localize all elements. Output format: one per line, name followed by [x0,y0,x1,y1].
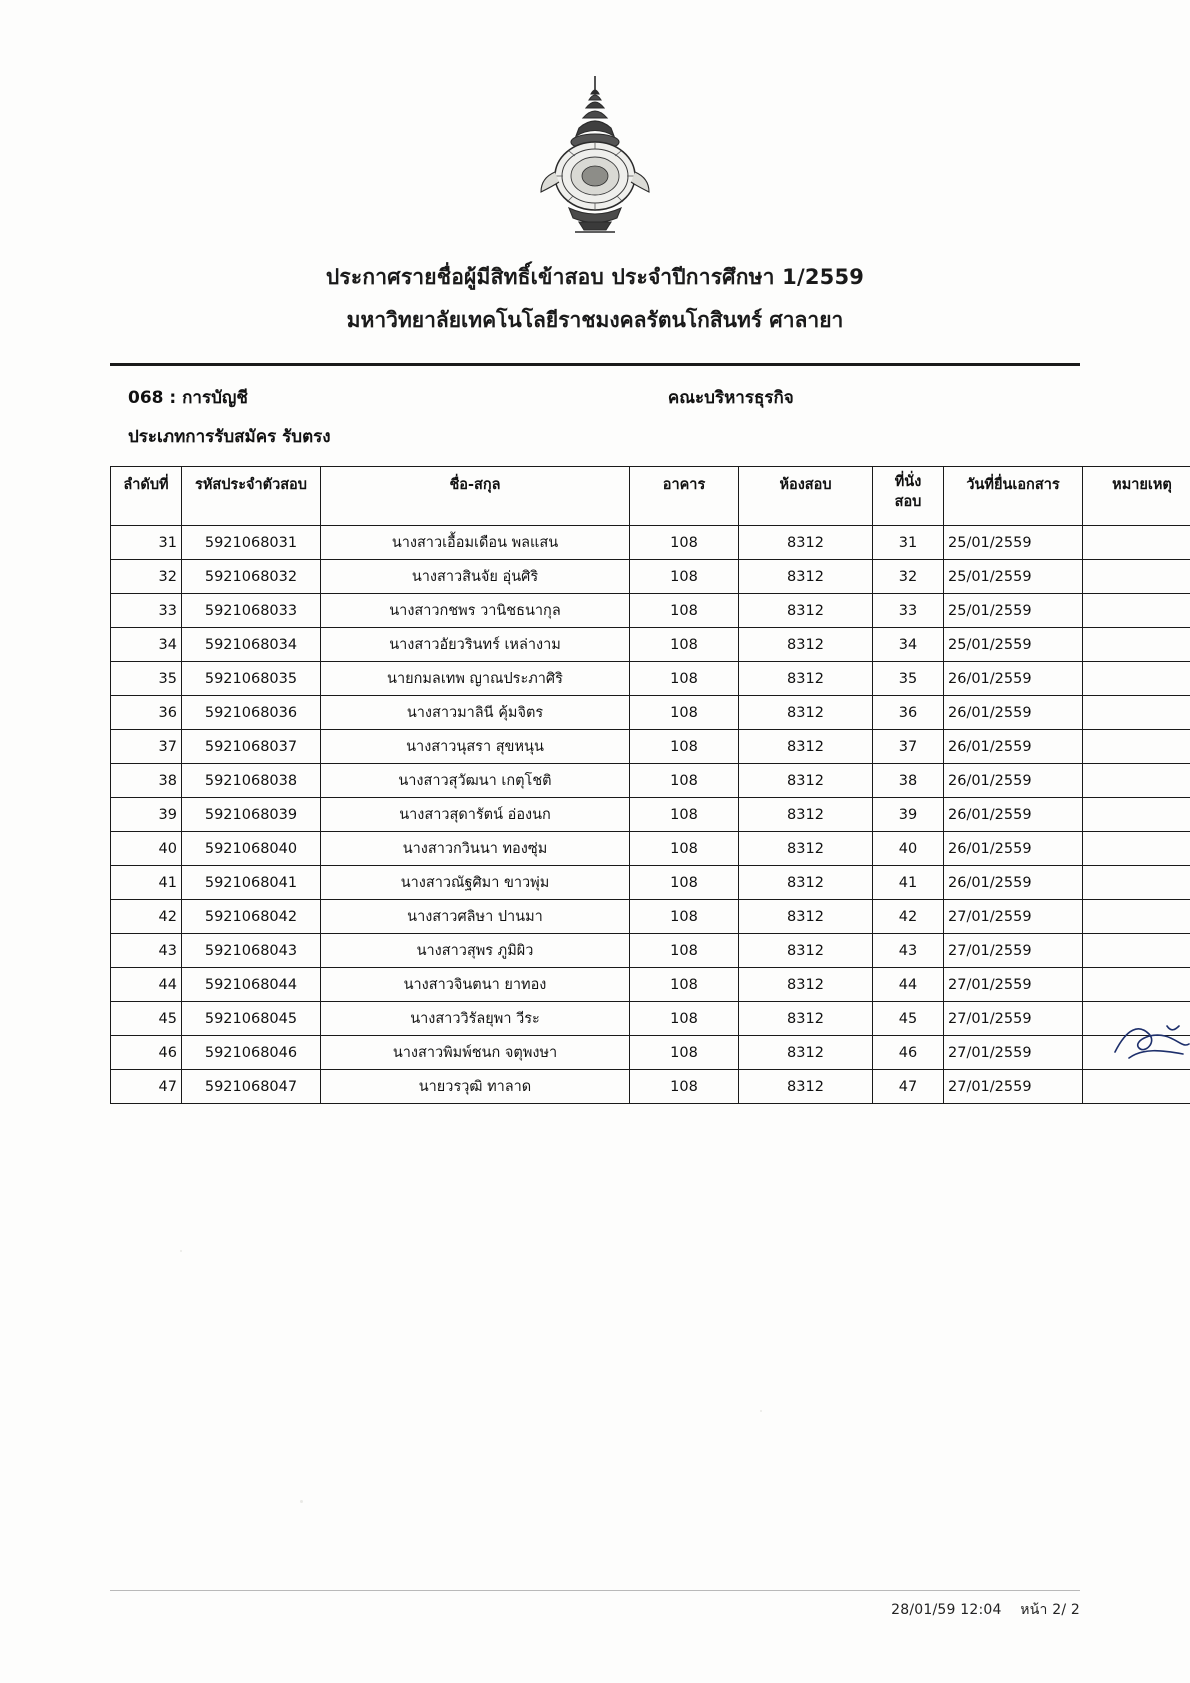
column-header-no: ลำดับที่ [111,467,182,526]
table-row [111,866,1190,900]
cell-name: นายกมลเทพ ญาณประภาศิริ [321,662,630,696]
cell-building: 108 [630,934,739,968]
cell-seat: 42 [873,900,944,934]
cell-note [1083,628,1190,662]
column-header-seat-line1: ที่นั่ง [894,474,922,490]
cell-no: 43 [111,934,182,968]
cell-room: 8312 [739,1070,873,1104]
cell-no: 39 [111,798,182,832]
cell-note [1083,594,1190,628]
column-header-doc-date: วันที่ยื่นเอกสาร [944,467,1083,526]
scan-speckle [300,1500,303,1503]
emblem-container [110,0,1080,247]
table-row [111,1002,1190,1036]
cell-seat: 45 [873,1002,944,1036]
cell-no: 46 [111,1036,182,1070]
cell-doc-date: 27/01/2559 [944,1002,1083,1036]
cell-doc-date: 25/01/2559 [944,560,1083,594]
cell-note [1083,696,1190,730]
cell-name: นางสาวนุสรา สุขหนุน [321,730,630,764]
cell-name: นางสาวกวินนา ทองซุ่ม [321,832,630,866]
cell-note [1083,662,1190,696]
cell-note [1083,1070,1190,1104]
cell-code: 5921068031 [182,526,321,560]
column-header-building: อาคาร [630,467,739,526]
cell-note [1083,1002,1190,1036]
cell-doc-date: 26/01/2559 [944,662,1083,696]
admission-type: ประเภทการรับสมัคร รับตรง [128,427,331,447]
cell-building: 108 [630,866,739,900]
cell-room: 8312 [739,628,873,662]
cell-code: 5921068039 [182,798,321,832]
table-row [111,662,1190,696]
cell-doc-date: 27/01/2559 [944,968,1083,1002]
cell-building: 108 [630,832,739,866]
cell-note [1083,1036,1190,1070]
cell-code: 5921068037 [182,730,321,764]
cell-note [1083,764,1190,798]
cell-building: 108 [630,1070,739,1104]
scan-speckle [760,1410,762,1412]
cell-seat: 47 [873,1070,944,1104]
announcement-title-line1: ประกาศรายชื่อผู้มีสิทธิ์เข้าสอบ ประจำปีการศึกษา 1/2559 [325,265,865,289]
column-header-name: ชื่อ-สกุล [321,467,630,526]
cell-doc-date: 25/01/2559 [944,526,1083,560]
cell-code: 5921068041 [182,866,321,900]
cell-name: นางสาววิรัลยุพา วีระ [321,1002,630,1036]
cell-doc-date: 26/01/2559 [944,764,1083,798]
cell-building: 108 [630,526,739,560]
cell-note [1083,526,1190,560]
cell-room: 8312 [739,968,873,1002]
cell-note [1083,866,1190,900]
cell-no: 45 [111,1002,182,1036]
cell-no: 35 [111,662,182,696]
cell-note [1083,832,1190,866]
cell-room: 8312 [739,832,873,866]
cell-room: 8312 [739,1036,873,1070]
cell-room: 8312 [739,900,873,934]
cell-code: 5921068033 [182,594,321,628]
cell-code: 5921068042 [182,900,321,934]
cell-name: นางสาวจินตนา ยาทอง [321,968,630,1002]
cell-note [1083,900,1190,934]
cell-room: 8312 [739,1002,873,1036]
cell-no: 31 [111,526,182,560]
footer-page-label: หน้า 2/ 2 [1020,1602,1080,1618]
cell-seat: 44 [873,968,944,1002]
cell-no: 34 [111,628,182,662]
cell-code: 5921068045 [182,1002,321,1036]
cell-name: นางสาวมาลินี คุ้มจิตร [321,696,630,730]
cell-seat: 33 [873,594,944,628]
university-name: มหาวิทยาลัยเทคโนโลยีราชมงคลรัตนโกสินทร์ ศาลายา [346,308,844,332]
cell-name: นางสาวณัฐศิมา ขาวพุ่ม [321,866,630,900]
cell-name: นายวรวุฒิ ทาลาด [321,1070,630,1104]
cell-name: นางสาวสุพร ภูมิผิว [321,934,630,968]
table-row [111,696,1190,730]
cell-building: 108 [630,764,739,798]
cell-note [1083,968,1190,1002]
cell-building: 108 [630,1002,739,1036]
cell-code: 5921068043 [182,934,321,968]
cell-code: 5921068035 [182,662,321,696]
cell-name: นางสาวศลิษา ปานมา [321,900,630,934]
table-header-row [111,467,1190,526]
table-row [111,730,1190,764]
footer-timestamp: 28/01/59 12:04 [891,1602,1002,1618]
cell-seat: 41 [873,866,944,900]
cell-building: 108 [630,798,739,832]
cell-code: 5921068036 [182,696,321,730]
cell-room: 8312 [739,730,873,764]
scan-speckle [180,1250,182,1252]
table-row [111,628,1190,662]
cell-seat: 32 [873,560,944,594]
table-row [111,968,1190,1002]
cell-room: 8312 [739,934,873,968]
column-header-room: ห้องสอบ [739,467,873,526]
cell-name: นางสาวอัยวรินทร์ เหล่างาม [321,628,630,662]
cell-doc-date: 26/01/2559 [944,832,1083,866]
program-row [110,384,1080,411]
cell-no: 41 [111,866,182,900]
cell-doc-date: 27/01/2559 [944,934,1083,968]
cell-seat: 43 [873,934,944,968]
cell-doc-date: 25/01/2559 [944,628,1083,662]
cell-building: 108 [630,730,739,764]
cell-seat: 31 [873,526,944,560]
cell-no: 44 [111,968,182,1002]
cell-doc-date: 26/01/2559 [944,696,1083,730]
cell-doc-date: 27/01/2559 [944,1036,1083,1070]
cell-building: 108 [630,662,739,696]
cell-room: 8312 [739,866,873,900]
cell-room: 8312 [739,696,873,730]
cell-room: 8312 [739,764,873,798]
cell-name: นางสาวเอื้อมเดือน พลแสน [321,526,630,560]
cell-note [1083,560,1190,594]
table-row [111,934,1190,968]
table-row [111,1070,1190,1104]
cell-building: 108 [630,560,739,594]
cell-doc-date: 26/01/2559 [944,798,1083,832]
cell-room: 8312 [739,662,873,696]
cell-code: 5921068047 [182,1070,321,1104]
column-header-seat-line2: สอบ [894,493,922,510]
cell-doc-date: 26/01/2559 [944,866,1083,900]
cell-note [1083,730,1190,764]
cell-building: 108 [630,594,739,628]
cell-room: 8312 [739,526,873,560]
cell-note [1083,798,1190,832]
cell-no: 42 [111,900,182,934]
cell-building: 108 [630,628,739,662]
cell-code: 5921068034 [182,628,321,662]
column-header-note: หมายเหตุ [1083,467,1190,526]
program-name: 068 : การบัญชี [128,388,248,408]
faculty-name: คณะบริหารธุรกิจ [667,388,794,408]
cell-no: 47 [111,1070,182,1104]
cell-name: นางสาวสุดารัตน์ อ่องนก [321,798,630,832]
cell-code: 5921068044 [182,968,321,1002]
cell-name: นางสาวสินจัย อุ่นศิริ [321,560,630,594]
cell-seat: 34 [873,628,944,662]
footer-divider [110,1590,1080,1591]
cell-seat: 39 [873,798,944,832]
cell-name: นางสาวพิมพ์ชนก จตุพงษา [321,1036,630,1070]
cell-doc-date: 27/01/2559 [944,900,1083,934]
cell-code: 5921068038 [182,764,321,798]
table-row [111,560,1190,594]
cell-seat: 40 [873,832,944,866]
university-emblem-icon [535,72,655,247]
cell-name: นางสาวกชพร วานิชธนากุล [321,594,630,628]
cell-seat: 46 [873,1036,944,1070]
cell-no: 37 [111,730,182,764]
table-header [111,467,1190,526]
cell-room: 8312 [739,560,873,594]
cell-building: 108 [630,900,739,934]
cell-doc-date: 25/01/2559 [944,594,1083,628]
cell-no: 40 [111,832,182,866]
cell-doc-date: 27/01/2559 [944,1070,1083,1104]
cell-seat: 38 [873,764,944,798]
cell-no: 33 [111,594,182,628]
cell-no: 32 [111,560,182,594]
cell-seat: 37 [873,730,944,764]
cell-doc-date: 26/01/2559 [944,730,1083,764]
cell-seat: 35 [873,662,944,696]
applicants-table [110,466,1190,1104]
table-row [111,594,1190,628]
table-row [111,526,1190,560]
cell-building: 108 [630,696,739,730]
header-divider [110,363,1080,366]
footer [891,1599,1080,1621]
cell-room: 8312 [739,594,873,628]
table-row [111,1036,1190,1070]
cell-note [1083,934,1190,968]
table-row [111,832,1190,866]
cell-code: 5921068040 [182,832,321,866]
cell-no: 36 [111,696,182,730]
cell-seat: 36 [873,696,944,730]
cell-building: 108 [630,1036,739,1070]
cell-room: 8312 [739,798,873,832]
cell-code: 5921068032 [182,560,321,594]
cell-code: 5921068046 [182,1036,321,1070]
table-row [111,900,1190,934]
table-body [111,526,1190,1104]
table-row [111,798,1190,832]
cell-name: นางสาวสุวัฒนา เกตุโชติ [321,764,630,798]
cell-building: 108 [630,968,739,1002]
table-row [111,764,1190,798]
column-header-code: รหัสประจำตัวสอบ [182,467,321,526]
document-header [110,261,1080,337]
column-header-seat [873,467,944,526]
cell-no: 38 [111,764,182,798]
